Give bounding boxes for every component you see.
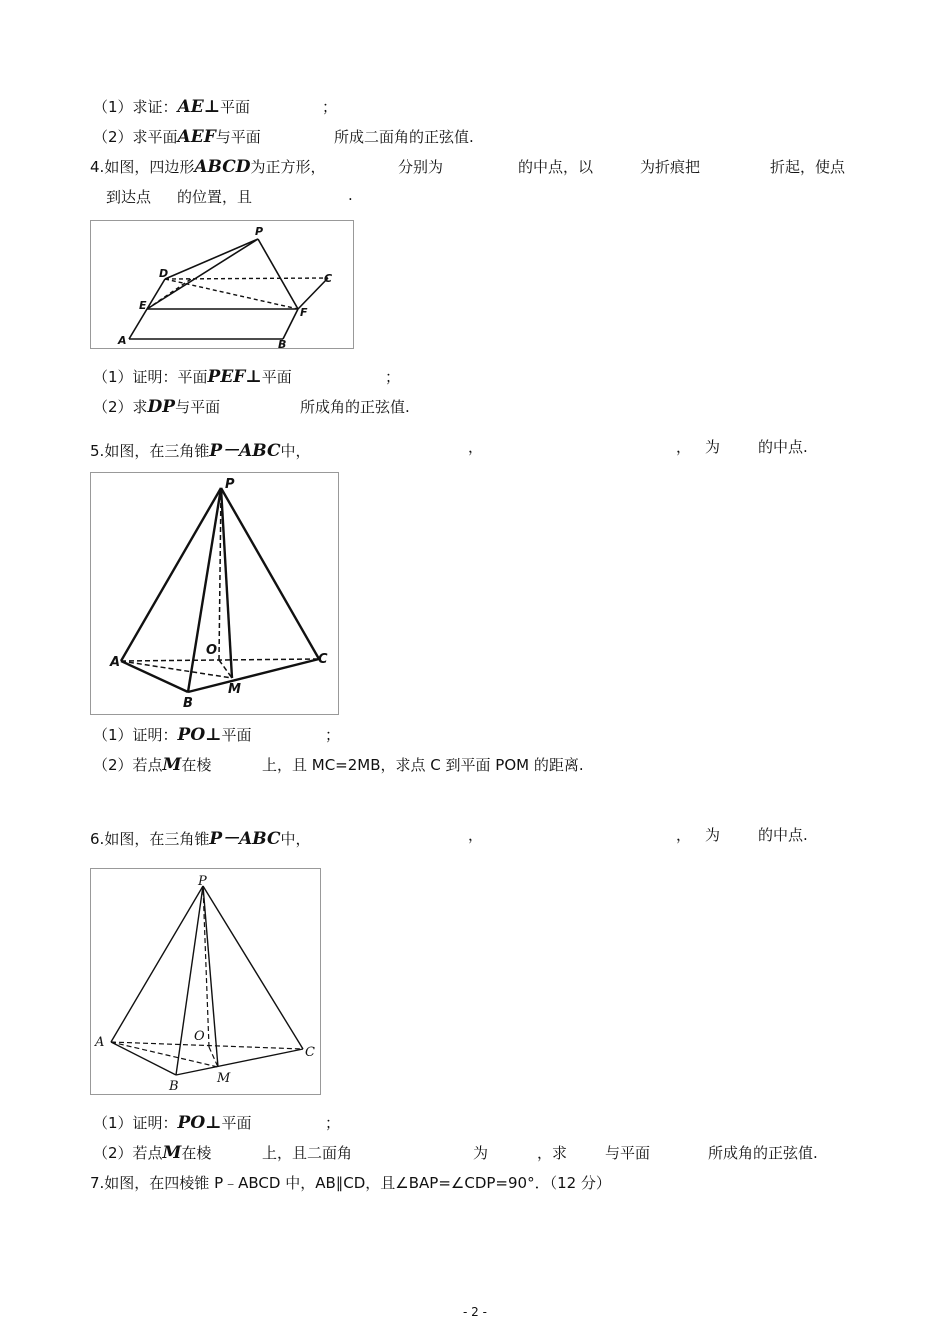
q5-stem-s1: 如图，在三角锥 [104,442,210,460]
q4-part1-plane: 平面 [261,368,292,386]
q4-stem-line1 [90,156,326,177]
q6-part2-d: ，求 [537,1144,568,1162]
q3-part1-plane: 平面 [220,98,251,116]
q6-part1-end: ； [325,1114,341,1132]
q5-part2-math: M [162,755,182,775]
q5-part1-plane: 平面 [221,726,252,744]
q3-part1-math: AE⊥ [177,97,221,117]
q4-number: 4. [90,158,105,176]
q3-part2-mid: 与平面 [215,128,261,146]
q5-part2-prefix: （2）若点 [93,756,163,774]
q5-label-p: P [225,477,235,492]
q6-part2-prefix: （2）若点 [93,1144,163,1162]
q6-label-p: P [198,874,207,889]
q7-stem: 7.如图，在四棱锥 P﹣ABCD 中，AB∥CD，且∠BAP=∠CDP=90°．（12 分） [90,1174,611,1192]
q6-part2-e: 与平面 [605,1144,651,1162]
q4-part2-prefix: （2）求 [93,398,148,416]
q6-label-m: M [217,1071,231,1086]
q4-stem-l2c: . [348,186,353,204]
q5-part2-end: 上，且 MC=2MB，求点 C 到平面 POM 的距离. [262,756,584,774]
q3-part1-end: ； [322,98,338,116]
q5-part1 [93,724,251,745]
q5-stem-s4: 的中点. [758,438,808,456]
q4-part2-math: DP [147,397,176,417]
q3-part2 [93,126,261,147]
page-number: - 2 - [463,1305,487,1319]
q5-part2 [93,754,211,775]
q6-stem-s3: 为 [705,826,721,844]
q6-label-c: C [305,1045,315,1060]
q4-part1-end: ； [385,368,401,386]
q5-label-c: C [318,652,328,667]
q3-part2-prefix: （2）求平面 [93,128,178,146]
q4-label-a: A [118,334,127,347]
q6-stem-comma2: ， [676,826,692,844]
q4-stem-s1: 如图，四边形 [104,158,195,176]
q5-part1-math: PO⊥ [177,725,222,745]
q6-label-b: B [169,1079,179,1094]
q6-part1-prefix: （1）证明： [93,1114,178,1132]
q5-stem [90,436,311,461]
q5-stem-s2: 中， [280,442,311,460]
q5-stem-comma1: ， [468,438,484,456]
q4-part1 [93,366,292,387]
q4-figure-svg [91,221,355,350]
q6-number: 6. [90,830,105,848]
q4-stem-l2b: 的位置，且 [177,188,253,206]
q4-stem-s5: 为折痕把 [640,158,701,176]
q4-stem-s6: 折起，使点 [770,158,846,176]
q6-figure [90,868,321,1095]
q5-part2-mid: 在棱 [181,756,212,774]
q5-part1-end: ； [325,726,341,744]
q4-part2-end: 所成角的正弦值. [300,398,410,416]
q6-figure-svg [91,869,322,1096]
q5-figure-svg [91,473,340,716]
q6-part2-math: M [162,1143,182,1163]
q3-part2-end: 所成二面角的正弦值. [334,128,474,146]
q6-stem-math: P－ABC [209,829,281,849]
q4-figure [90,220,354,349]
q6-stem-s1: 如图，在三角锥 [104,830,210,848]
q6-stem-s2: 中， [280,830,311,848]
q4-stem-s4: 的中点，以 [518,158,594,176]
q5-stem-math: P－ABC [209,441,281,461]
q5-part1-prefix: （1）证明： [93,726,178,744]
q6-part2-end: 所成角的正弦值. [708,1144,818,1162]
q4-label-f: F [300,306,308,319]
q6-part1 [93,1112,251,1133]
q4-label-e: E [139,299,147,312]
q6-stem-comma1: ， [468,826,484,844]
q3-part1 [93,96,250,117]
q5-figure [90,472,339,715]
q4-stem-math: ABCD [194,157,251,177]
q6-part1-math: PO⊥ [177,1113,222,1133]
q6-part1-plane: 平面 [221,1114,252,1132]
q6-part2-mid: 在棱 [181,1144,212,1162]
q4-label-c: C [324,272,333,285]
q4-label-d: D [159,267,169,280]
q4-label-b: B [278,338,287,350]
q6-part2 [93,1142,211,1163]
q6-part2-c: 为 [473,1144,489,1162]
q3-part2-math: AEF [177,127,216,147]
q5-stem-s3: 为 [705,438,721,456]
q4-stem-s3: 分别为 [398,158,444,176]
q4-stem-s2: 为正方形， [250,158,326,176]
q6-stem-s4: 的中点. [758,826,808,844]
q6-label-o: O [194,1029,205,1044]
q5-number: 5. [90,442,105,460]
q4-part2 [93,396,220,417]
q4-stem-l2a: 到达点 [106,188,152,206]
q6-stem [90,824,311,849]
q5-label-o: O [206,643,218,658]
q4-part2-mid: 与平面 [175,398,221,416]
q6-part2-b: 上，且二面角 [262,1144,353,1162]
q5-label-m: M [228,682,241,697]
q5-label-b: B [183,696,193,711]
q4-part1-prefix: （1）证明：平面 [93,368,208,386]
q6-label-a: A [95,1035,105,1050]
q3-part1-prefix: （1）求证： [93,98,178,116]
q4-part1-math: PEF⊥ [207,367,262,387]
q5-label-a: A [110,655,121,670]
q4-label-p: P [255,225,264,238]
q5-stem-comma2: ， [676,438,692,456]
